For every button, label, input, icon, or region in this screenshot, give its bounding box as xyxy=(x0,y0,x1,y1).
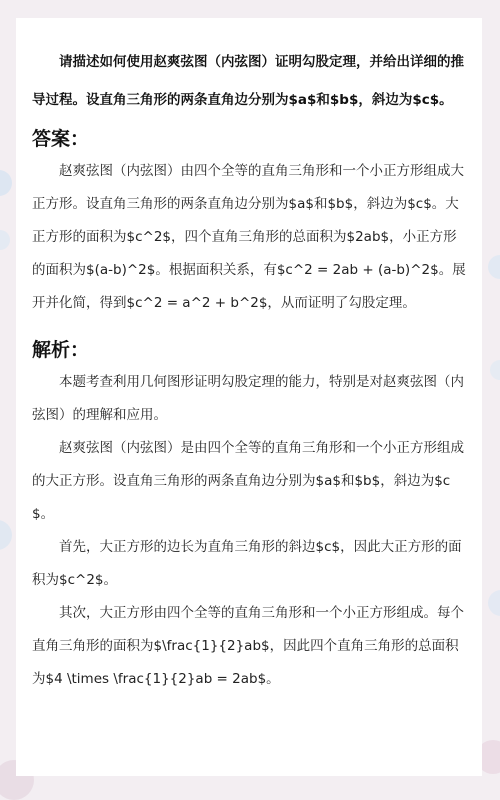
analysis-paragraph: 其次，大正方形由四个全等的直角三角形和一个小正方形组成。每个直角三角形的面积为$\frac{1}{2}ab$，因此四个直角三角形的总面积为$4 \times \frac{1}{2}ab = 2ab$。 xyxy=(32,605,464,687)
background-decoration xyxy=(0,230,10,250)
analysis-paragraph: 赵爽弦图（内弦图）是由四个全等的直角三角形和一个小正方形组成的大正方形。设直角三角形的两条直角边分别为$a$和$b$，斜边为$c$。 xyxy=(32,440,464,522)
document-content xyxy=(32,43,470,696)
analysis-heading: 解析： xyxy=(32,339,90,361)
background-decoration xyxy=(488,590,500,616)
section-gap xyxy=(32,320,470,330)
document-card xyxy=(16,18,482,776)
answer-text: 赵爽弦图（内弦图）由四个全等的直角三角形和一个小正方形组成大正方形。设直角三角形的两条直角边分别为$a$和$b$，斜边为$c$。大正方形的面积为$c^2$，四个直角三角形的总面积为$2ab$，小正方形的面积为$(a-b)^2$。根据面积关系，有$c^2 = 2ab + (a-b)^2$。展开并化简，得到$c^2 = a^2 + b^2$，从而证明了勾股定理。 xyxy=(32,163,466,311)
background-decoration xyxy=(0,170,12,196)
question-text: 请描述如何使用赵爽弦图（内弦图）证明勾股定理，并给出详细的推导过程。设直角三角形的两条直角边分别为$a$和$b$，斜边为$c$。 xyxy=(32,54,464,108)
answer-heading: 答案： xyxy=(32,128,90,150)
analysis-paragraph: 本题考查利用几何图形证明勾股定理的能力，特别是对赵爽弦图（内弦图）的理解和应用。 xyxy=(32,374,464,423)
background-decoration xyxy=(0,520,12,550)
background-decoration xyxy=(490,360,500,380)
background-decoration xyxy=(488,255,500,279)
analysis-paragraph: 首先，大正方形的边长为直角三角形的斜边$c$，因此大正方形的面积为$c^2$。 xyxy=(32,539,462,588)
